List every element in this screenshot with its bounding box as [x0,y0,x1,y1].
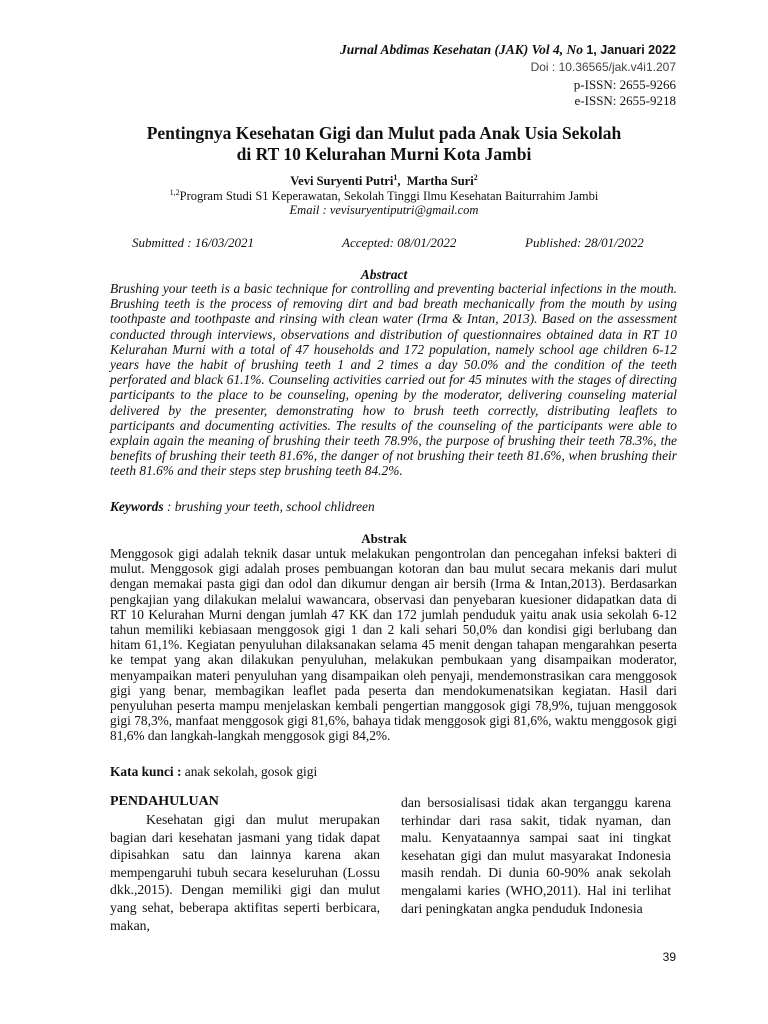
author-1: Vevi Suryenti Putri [290,174,394,188]
author-email[interactable]: Email : vevisuryentiputri@gmail.com [289,203,479,217]
keywords-text: : brushing your teeth, school chlidreen [163,499,375,514]
kata-kunci-label: Kata kunci : [110,764,182,779]
author-2: Martha Suri [406,174,474,188]
abstrak-heading: Abstrak [361,531,407,546]
title-line-2: di RT 10 Kelurahan Murni Kota Jambi [236,144,532,164]
affiliation [0,189,768,204]
accepted-date: Accepted: 08/01/2022 [342,235,457,250]
submitted-date: Submitted : 16/03/2021 [132,235,255,250]
paper-title [110,123,658,165]
author-list [0,174,768,189]
section-heading: PENDAHULUAN [110,794,219,809]
author-separator: , [397,174,407,188]
intro-left-column: Kesehatan gigi dan mulut merupakan bagian dari kesehatan jasmani yang tidak dapat dipisahkan satu dan lainnya karena akan mempengaruhi tubuh secara keseluruhan (Lossu dkk.,2015). Dengan memiliki gigi dan mulut yang sehat, beberapa aktifitas seperti berbicara, makan, [110,812,380,933]
published-date: Published: 28/01/2022 [525,235,644,250]
author-1-sup: 1 [393,173,398,182]
keywords-label: Keywords [110,499,164,514]
affiliation-sup: 1,2 [169,188,180,197]
affiliation-text: Program Studi S1 Keperawatan, Sekolah Tinggi Ilmu Kesehatan Baiturrahim Jambi [179,189,599,203]
kata-kunci [110,764,677,779]
journal-name: Jurnal Abdimas Kesehatan (JAK) Vol 4, No [340,42,587,57]
author-2-sup: 2 [473,173,478,182]
e-issn: e-ISSN: 2655-9218 [574,93,676,108]
keywords [110,499,677,514]
page-number: 39 [662,950,676,964]
doi-link[interactable]: Doi : 10.36565/jak.v4i1.207 [530,60,676,74]
kata-kunci-text: anak sekolah, gosok gigi [181,764,318,779]
intro-right-column: dan bersosialisasi tidak akan terganggu karena terhindar dari rasa sakit, tidak nyaman, dan malu. Kenyataannya sampai saat ini tingkat kesehatan gigi dan mulut masyarakat Indonesia masih rendah. Di dunia 60-90% anak sekolah mengalami karies (WHO,2011). Hal ini terlihat dari peningkatan angka penduduk Indonesia [401,795,671,916]
abstract-heading: Abstract [360,267,408,282]
title-line-1: Pentingnya Kesehatan Gigi dan Mulut pada Anak Usia Sekolah [146,123,622,143]
journal-issue: 1, Januari 2022 [586,43,676,57]
abstrak-body: Menggosok gigi adalah teknik dasar untuk melakukan pengontrolan dan pencegahan infeksi bakteri di mulut. Menggosok gigi adalah proses pembuangan kotoran dan bau mulut secara mekanis dari mulut dengan memakai pasta gigi dan odol dan dikumur dengan air bersih (Irma & Intan,2013). Berdasarkan pengkajian yang dilakukan melalui wawancara, observasi dan penyebaran kuesioner didapatkan data di RT 10 Kelurahan Murni dengan jumlah 47 KK dan 172 jumlah penduduk yaitu anak usia sekolah 6-12 tahun memiliki kebiasaan menggosok gigi 1 dan 2 kali sehari 50,0% dan kondisi gigi berlubang dan hitam 61,1%. Kegiatan penyuluhan dilaksanakan selama 45 menit dengan tahapan mengarahkan peserta ke tempat yang akan dilakukan penyuluhan, melakukan pembukaan yang disampaikan moderator, menyampaikan materi penyuluhan yang disampaikan oleh penyaji, mendemonstrasikan cara menggosok gigi yang benar, membagikan leaflet pada peserta dan mendokumenatsikan kegiatan. Hasil dari penyuluhan peserta mampu menjelaskan kembali pengertian manggosok gigi 78,9%, tujuan menggosok gigi 78,3%, manfaat menggosok gigi 81,6%, bahaya tidak menggosok gigi 81,6%, waktu menggosok gigi 81,6% dan langkah-langkah menggosok gigi 84,2%. [110,546,677,744]
abstract-body: Brushing your teeth is a basic technique for controlling and preventing bacterial infections in the mouth. Brushing teeth is the process of removing dirt and bad breath mechanically from the mouth by using toothpaste and toothpaste and rinsing with clean water (Irma & Intan, 2013). Based on the assessment conducted through interviews, observations and distribution of questionnaires obtained data in RT 10 Kelurahan Murni with a total of 47 households and 172 population, namely school age children 6-12 years have the habit of brushing teeth 1 and 2 times a day 50.0% and the condition of the teeth perforated and black 61.1%. Counseling activities carried out for 45 minutes with the stages of directing participants to the place to be counseling, opening by the moderator, delivering counseling material delivered by the presenter, demonstrating how to brush teeth correctly, distributing leaflets to participants and documenting activities. The results of the counseling of the participants were able to explain again the meaning of brushing their teeth 78.9%, the purpose of brushing their teeth 78.3%, the benefits of brushing their teeth 81.6%, the danger of not brushing their teeth 81.6%, when brushing their teeth 81.6% and their steps step brushing teeth 84.2%. [110,281,677,479]
journal-header [340,42,676,58]
p-issn: p-ISSN: 2655-9266 [573,77,676,92]
